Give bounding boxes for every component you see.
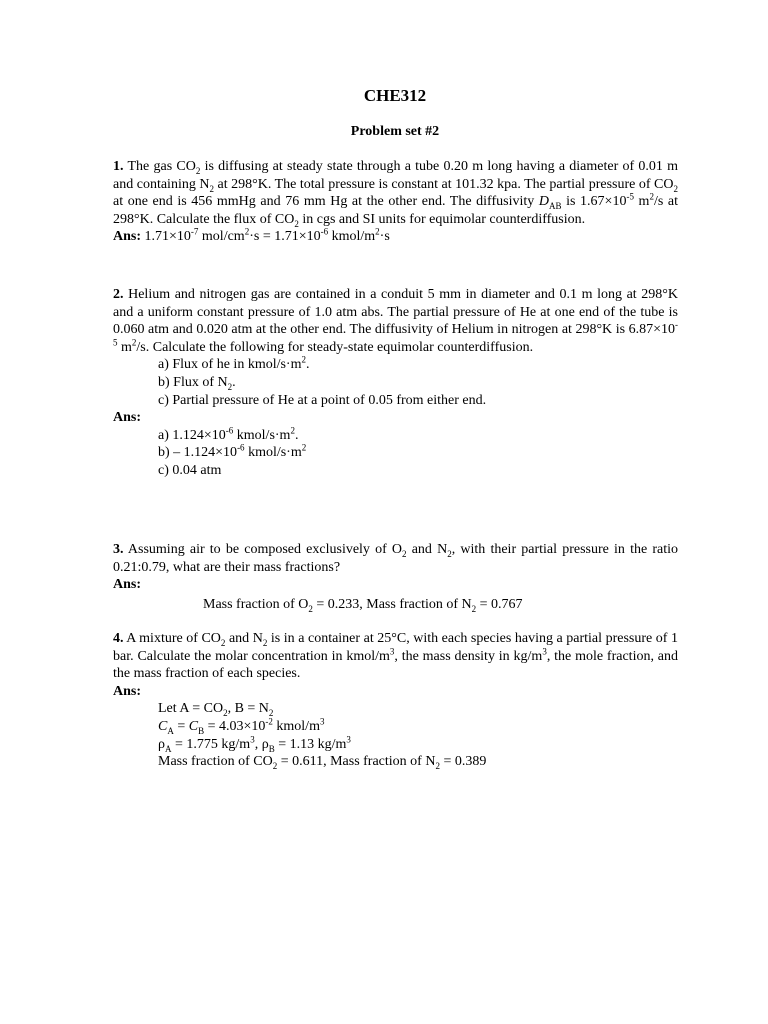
problem-4-answers — [113, 700, 678, 770]
document-title: CHE312 — [363, 86, 427, 105]
problem-text: The gas $CO_2$ is diffusing at steady state through a tube 0.20 m long having a diameter of 0.01 m and containing $N_2$ at 298°K. The total pressure is constant at 101.32 kpa. The partial pressure of $CO_2$ at one end is 456 mmHg and 76 mm Hg at the other end. The diffusivity $D_{AB}$ is $1.67\times 10^{-5}$ $m^2/s$ at 298°K. Calculate the flux of $CO_2$ in cgs and SI units for equimolar counterdiffusion. — [113, 159, 679, 229]
answer-item: Let $A = CO_2$, $B = N_2$ — [158, 701, 274, 719]
problem-number: 2. — [113, 287, 124, 302]
problem-text: Assuming air to be composed exclusively of $O_2$ and $N_2$, with their partial pressure in the ratio 0.21:0.79, what are their mass fractions? — [113, 542, 679, 575]
answer-item: a) $1.124\times 10^{-6}$ kmol/$s\cdot m^2$. — [158, 425, 299, 443]
problem-3 — [113, 541, 678, 613]
problem-1 — [113, 158, 678, 246]
answer-item: $b) - 1.124\times 10^{-6}$ kmol/$s\cdot m^2$ — [158, 442, 307, 461]
answer-item: c) 0.04 atm — [158, 462, 222, 478]
problem-3-statement — [113, 541, 678, 576]
answer-text: Mass fraction of $O_2 = 0.233$, Mass fraction of $N_2 = 0.767$ — [203, 596, 523, 614]
problem-2-answers — [113, 427, 678, 480]
problem-number: 3. — [113, 542, 124, 557]
part-item: a) Flux of he in kmol/$s\cdot m^2$. — [158, 354, 310, 373]
problem-1-statement — [113, 158, 678, 228]
answer-item: $\rho_A = 1.775$ $kg/m^3$, $\rho_B = 1.13$ $kg/m^3$ — [158, 733, 351, 754]
answer-item: $C_A = C_B = 4.03\times 10^{-2}$ kmol/$m^3$ — [158, 716, 325, 736]
problem-2 — [113, 286, 678, 480]
problem-text: A mixture of $CO_2$ and $N_2$ is in a container at 25°C, with each species having a partial pressure of 1 bar. Calculate the molar concentration in kmol/$m^3$, the mass density in $kg/m^3$, the mole fraction, and the mass fraction of each species. — [113, 631, 679, 682]
answer-label: Ans: — [113, 410, 142, 426]
problem-4 — [113, 630, 678, 771]
answer-item: Mass fraction of $CO_2 = 0.611$, Mass fraction of $N_2 = 0.389$ — [158, 754, 487, 771]
problem-2-parts — [113, 356, 678, 409]
problem-number: 1. — [113, 159, 124, 174]
answer-label: Ans: — [113, 577, 142, 593]
part-item: c) Partial pressure of He at a point of 0.05 from either end. — [158, 392, 487, 408]
problem-1-answer — [113, 228, 678, 246]
document-subtitle: Problem set #2 — [350, 124, 440, 139]
part-item: b) Flux of $N_2$. — [158, 374, 236, 392]
answer-label: Ans: — [113, 229, 142, 245]
problem-text: Helium and nitrogen gas are contained in a conduit 5 mm in diameter and 0.1 m long at 298°K and a uniform constant pressure of 1.0 atm abs. The partial pressure of He at one end of the tube is 0.060 atm and 0.020 atm at the other end. The diffusivity of Helium in nitrogen at 298°K is $6.87\times 10^{-5}$ $m^2/s$. Calculate the following for steady-state equimolar counterdiffusion. — [113, 287, 678, 355]
answer-text: $1.71\times 10^{-7}$ mol/$cm^2\cdot s = 1.71\times 10^{-6}$ kmol/$m^2\cdot s$ — [144, 226, 390, 245]
problem-2-statement — [113, 286, 678, 356]
problem-4-statement — [113, 630, 678, 683]
problem-number: 4. — [113, 631, 124, 646]
answer-label: Ans: — [113, 683, 142, 699]
